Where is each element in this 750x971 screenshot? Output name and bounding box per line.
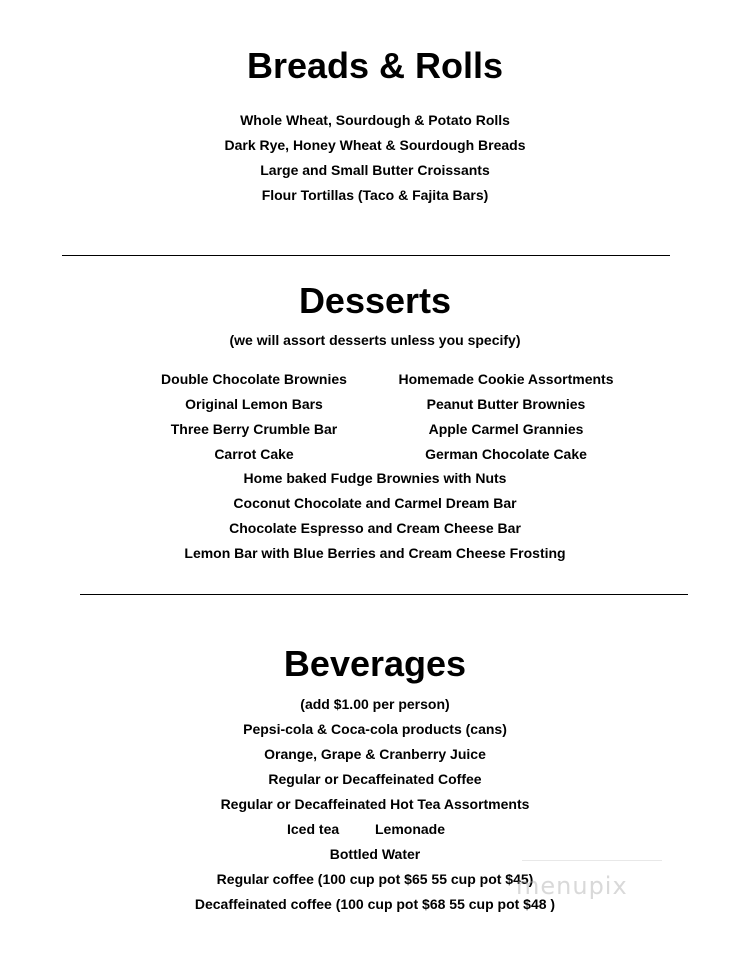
dessert-item-left: Double Chocolate Brownies — [161, 371, 347, 387]
dessert-item: Home baked Fudge Brownies with Nuts — [243, 470, 507, 486]
dessert-item-right: Homemade Cookie Assortments — [398, 371, 614, 387]
beverages-note: (add $1.00 per person) — [300, 696, 450, 712]
desserts-heading: Desserts — [298, 280, 452, 321]
dessert-item-left: Original Lemon Bars — [185, 396, 323, 412]
bread-item: Flour Tortillas (Taco & Fajita Bars) — [261, 187, 489, 203]
beverage-item: Orange, Grape & Cranberry Juice — [264, 746, 486, 762]
dessert-item: Lemon Bar with Blue Berries and Cream Cheese Frosting — [184, 545, 566, 561]
beverage-item-regular-coffee: Regular coffee (100 cup pot $65 55 cup pot $45) — [216, 871, 534, 887]
dessert-item-right: German Chocolate Cake — [425, 446, 587, 462]
beverage-item-decaf-coffee: Decaffeinated coffee (100 cup pot $68 55 cup pot $48 ) — [194, 896, 556, 912]
desserts-note: (we will assort desserts unless you specify) — [229, 332, 521, 348]
beverage-item-bottled-water: Bottled Water — [329, 846, 421, 862]
bread-item: Large and Small Butter Croissants — [260, 162, 490, 178]
beverage-item-lemonade: Lemonade — [375, 821, 446, 837]
beverage-item-iced-tea: Iced tea — [287, 821, 340, 837]
dessert-item: Coconut Chocolate and Carmel Dream Bar — [233, 495, 517, 511]
bread-item: Whole Wheat, Sourdough & Potato Rolls — [240, 112, 510, 128]
bread-item: Dark Rye, Honey Wheat & Sourdough Breads — [224, 137, 526, 153]
beverage-item: Pepsi-cola & Coca-cola products (cans) — [243, 721, 507, 737]
dessert-item-left: Carrot Cake — [214, 446, 294, 462]
beverage-item: Regular or Decaffeinated Coffee — [268, 771, 482, 787]
breads-rolls-heading: Breads & Rolls — [246, 45, 504, 86]
dessert-item-right: Peanut Butter Brownies — [426, 396, 586, 412]
section-divider — [80, 594, 688, 595]
beverage-item: Regular or Decaffeinated Hot Tea Assortments — [220, 796, 530, 812]
dessert-item: Chocolate Espresso and Cream Cheese Bar — [229, 520, 521, 536]
watermark-rule — [522, 860, 662, 861]
section-divider — [62, 255, 670, 256]
dessert-item-right: Apple Carmel Grannies — [428, 421, 584, 437]
beverages-heading: Beverages — [283, 643, 467, 684]
menupix-watermark: menupix — [516, 872, 628, 900]
dessert-item-left: Three Berry Crumble Bar — [170, 421, 338, 437]
